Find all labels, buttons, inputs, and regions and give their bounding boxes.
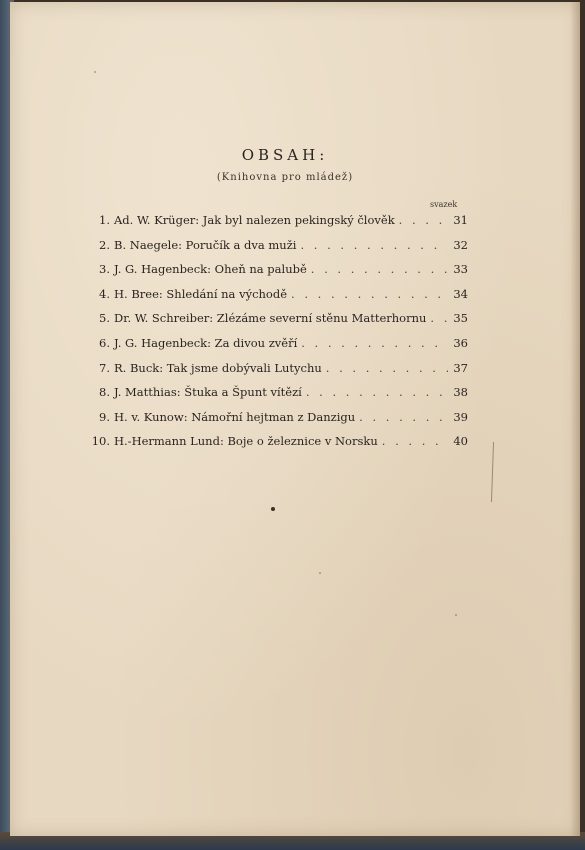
leader-dots: [306, 385, 448, 399]
leader-dots: [300, 238, 448, 252]
entry-number: 7.: [99, 360, 110, 375]
toc-entry: [88, 262, 468, 287]
entry-title: Ad. W. Krüger: Jak byl nalezen pekingský člověk: [114, 213, 395, 227]
entry-volume: 39: [453, 409, 468, 424]
entry-number: 5.: [99, 311, 110, 326]
entry-title: H.-Hermann Lund: Boje o železnice v Norsku: [114, 434, 378, 449]
toc-entry: [88, 410, 468, 435]
leader-dots: [430, 311, 448, 325]
entry-number: 3.: [99, 262, 110, 277]
entry-volume: 34: [453, 286, 468, 301]
entry-number: 2.: [99, 237, 110, 252]
pencil-mark: [491, 442, 494, 502]
entry-volume: 38: [453, 385, 468, 400]
entry-volume: 35: [453, 311, 468, 326]
entry-number: 6.: [99, 335, 110, 350]
entry-title: H. Bree: Shledání na východě: [114, 286, 288, 301]
toc-entry: [88, 336, 468, 361]
entry-title: R. Buck: Tak jsme dobývali Lutychu: [114, 360, 322, 375]
entry-volume: 36: [453, 335, 468, 350]
toc-entry: [88, 434, 468, 459]
leader-dots: [326, 361, 448, 375]
entry-title: J. Matthias: Štuka a Špunt vítězí: [114, 385, 302, 400]
toc-entry: [88, 361, 468, 386]
entry-title: H. v. Kunow: Námořní hejtman z Danzigu: [114, 409, 356, 424]
entry-number: 1.: [99, 213, 110, 227]
entry-number: 9.: [99, 409, 110, 424]
entry-title: Dr. W. Schreiber: Zlézáme severní stěnu Matterhornu: [114, 311, 427, 326]
toc-entry: [88, 385, 468, 410]
library-subtitle: (Knihovna pro mládež): [216, 172, 354, 183]
entry-volume: 32: [453, 237, 468, 252]
entry-number: 10.: [91, 434, 110, 449]
ink-dot: [271, 507, 275, 511]
contents-title: OBSAH:: [241, 146, 329, 164]
table-of-contents: [88, 213, 468, 459]
entry-volume: 37: [453, 360, 468, 375]
toc-entry: [88, 287, 468, 312]
entry-volume: 40: [453, 434, 468, 449]
paper-speck: [319, 572, 321, 574]
leader-dots: [399, 213, 448, 227]
leader-dots: [359, 410, 448, 424]
entry-volume: 31: [453, 213, 468, 227]
entry-number: 4.: [99, 286, 110, 301]
toc-entry: [88, 213, 468, 238]
paper-speck: [455, 614, 457, 616]
entry-title: J. G. Hagenbeck: Za divou zvěří: [114, 335, 298, 350]
volume-column-label: svazek: [430, 200, 458, 209]
entry-number: 8.: [99, 385, 110, 400]
toc-entry: [88, 311, 468, 336]
leader-dots: [311, 262, 448, 276]
entry-title: B. Naegele: Poručík a dva muži: [114, 237, 297, 252]
paper-speck: [94, 71, 96, 73]
leader-dots: [301, 336, 448, 350]
book-page: [10, 2, 580, 836]
leader-dots: [291, 287, 448, 301]
leader-dots: [382, 434, 448, 448]
entry-title: J. G. Hagenbeck: Oheň na palubě: [114, 262, 307, 277]
page-shadow: [570, 2, 580, 836]
entry-volume: 33: [453, 262, 468, 277]
toc-entry: [88, 238, 468, 263]
